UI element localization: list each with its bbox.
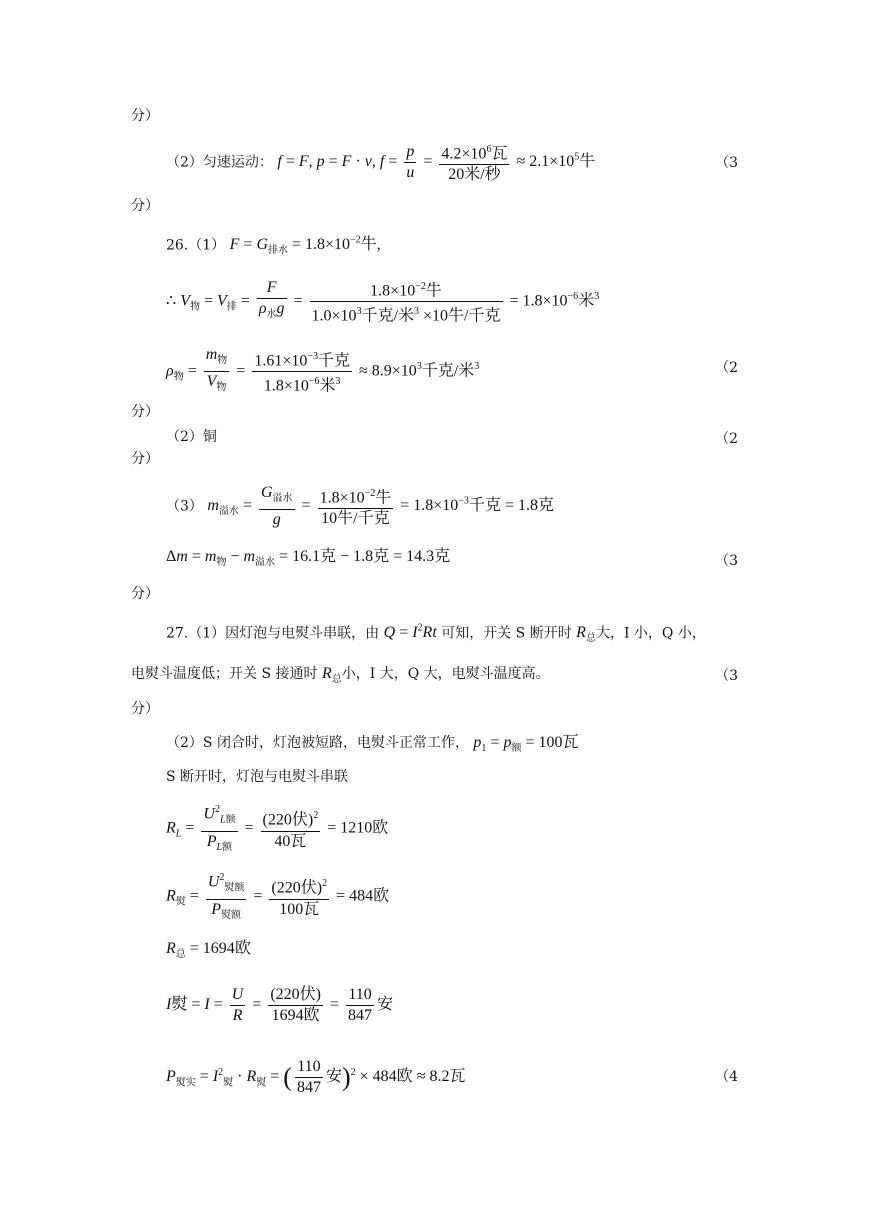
score-4: （4 [715, 1069, 738, 1085]
q25-2-formula: f = F, p = F · v, f = $\frac{p}{u}$ = $\frac{4.2\times 10^6瓦}{\text{20米/秒}}$ ≈ $2.1\times 10^5$牛 [277, 153, 595, 170]
q26-mass-difference: $\Delta m = m_物 - m_{溢水} = 16.1$克 − 1.8克 = 14.3克 [166, 548, 451, 569]
q26-volume-formula: ∴ $V_物 = V_排$ = $\frac{F}{\rho_水g}$ = $\frac{1.8\times 10^{-2}牛}{1.0\times 10^3千克/米^3 \times 10牛/千克}$ = $1.8\times 10^{-6}$米$^3$ [166, 277, 599, 327]
score-3-c: （3 [715, 668, 738, 684]
score-tail-2: 分） [131, 198, 159, 214]
q27-part1-line2: 电熨斗温度低；开关 S 接通时 $R_总$小，I 大，Q 大，电熨斗温度高。 [131, 665, 550, 686]
q27-part2-line1: （2）S 闭合时，灯泡被短路，电熨斗正常工作， $p_1 = p_额 = 100$瓦 [166, 734, 579, 755]
current-formula: I熨 = I = $\frac{U}{R}$ = $\frac{\text{(220伏)}}{\text{1694欧}}$ = $\frac{110}{847}$ 安 [166, 986, 394, 1024]
score-2-b: （2 [715, 431, 738, 447]
rzong-formula: $R_总 = 1694$欧 [166, 940, 251, 961]
score-tail-3: 分） [131, 404, 159, 420]
q25-2-label: （2）匀速运动： [166, 154, 273, 171]
q26-part2: （2）铜 [166, 429, 217, 445]
rl-formula: $R_L$ = $\frac{U^2_{L额}}{P_{L额}}$ = $\frac{(220伏)^2}{\text{40瓦}}$ = 1210欧 [166, 800, 388, 858]
score-tail-5: 分） [131, 586, 159, 602]
ryun-formula: $R_熨$ = $\frac{U^2_{熨额}}{P_{熨额}}$ = $\frac{(220伏)^2}{\text{100瓦}}$ = 484欧 [166, 868, 389, 926]
score-tail-4: 分） [131, 451, 159, 467]
power-formula: $P_{熨实} = I^2_熨 \cdot R_熨$ = ( $\frac{110}{847}$ 安)$^2$ × 484欧 ≈ 8.2瓦 [166, 1058, 466, 1096]
score-2-a: （2 [715, 360, 738, 376]
score-3-b: （3 [715, 553, 738, 569]
score-3-a: （3 [715, 155, 738, 171]
q25-part2 [166, 140, 595, 185]
q27-part2-line2: S 断开时，灯泡与电熨斗串联 [166, 769, 349, 785]
q27-part1-line1: 27.（1）因灯泡与电熨斗串联，由 $Q = I^2Rt$ 可知，开关 S 断开时 $R_总$大，I 小，Q 小， [166, 623, 706, 645]
q26-part1: 26.（1） $F = G_{排水} = 1.8\times 10^{-2}$牛, [166, 235, 381, 257]
score-tail-1: 分） [131, 108, 159, 124]
q26-part3: （3） $m_{溢水}$ = $\frac{G_{溢水}}{g}$ = $\frac{1.8\times 10^{-2}牛}{\text{10牛/千克}}$ = $1.8\times 10^{-3}$千克 = 1.8克 [166, 484, 554, 529]
score-tail-6: 分） [131, 701, 159, 717]
q26-density-formula: $\rho_物$ = $\frac{m_物}{V_物}$ = $\frac{1.61\times 10^{-3}千克}{1.8\times 10^{-6}米^3}$ ≈ $8.9\times 10^3$千克/米$^3$ [166, 346, 480, 395]
